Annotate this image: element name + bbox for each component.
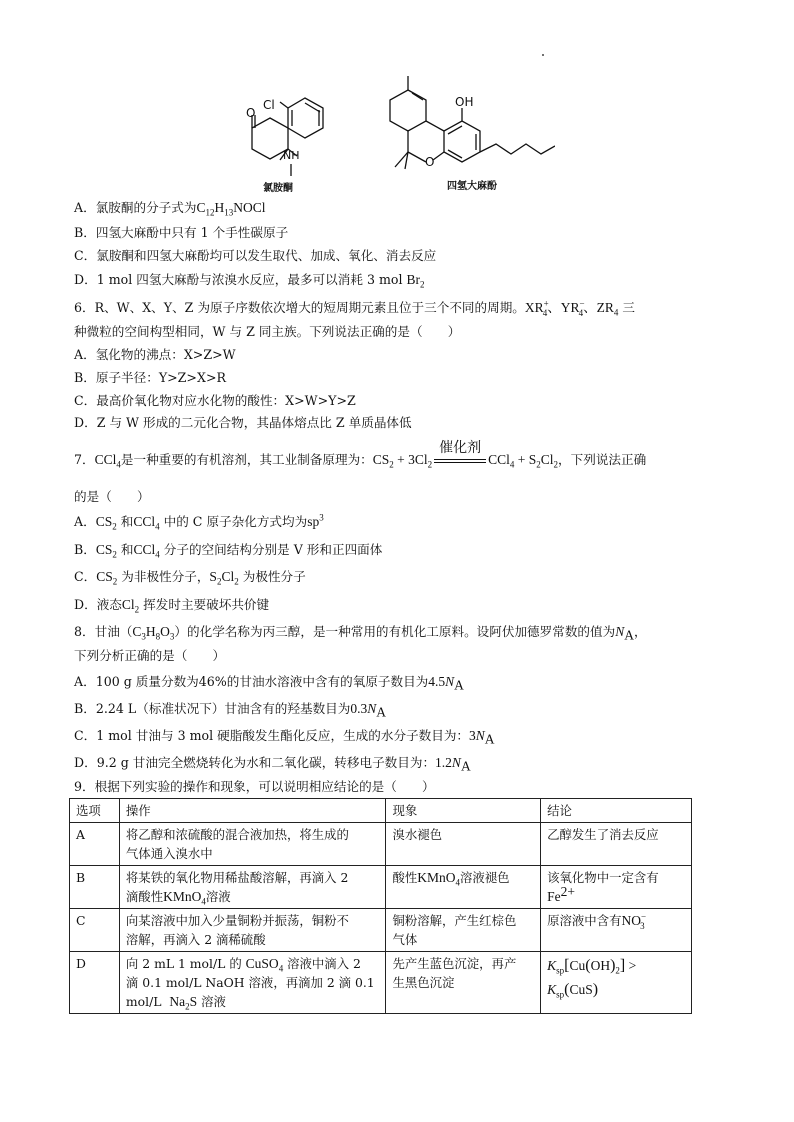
ketamine-cl-label: Cl	[263, 98, 275, 112]
q6-option-b: B．原子半径：Y>Z>X>R	[74, 370, 226, 385]
q9-stem: 9．根据下列实验的操作和现象，可以说明相应结论的是（ ）	[74, 779, 435, 794]
table-row-b: B 将某铁的氧化物用稀盐酸溶解，再滴入 2 滴酸性KMnO$_4$溶液 酸性KMnO$_4$溶液褪色 该氧化物中一定含有 $Fe^{2+}$	[70, 866, 692, 909]
q7-option-c: C．$CS_2$ 为非极性分子，$S_2Cl_2$ 为极性分子	[74, 569, 306, 587]
q7-option-b: B．$CS_2$ 和CCl$_4$ 分子的空间结构分别是 V 形和正四面体	[74, 542, 383, 560]
q6-option-a: A．氢化物的沸点：X>Z>W	[74, 347, 236, 362]
table-row-a: A 将乙醇和浓硫酸的混合液加热，将生成的 气体通入溴水中 溴水褪色 乙醇发生了消去反应	[70, 823, 692, 866]
q8-stem: 8．甘油$(C_3H_8O_3)$的化学名称为丙三醇，是一种常用的有机化工原料。设阿伏加德罗常数的值为$N_A$，	[74, 624, 647, 643]
ksp-conclusion: $K_{sp}[Cu(OH)_2]$ > $K_{sp}(CuS)$	[541, 952, 692, 1014]
thc-o-label: O	[425, 155, 435, 169]
q8-option-c: C．1 mol 甘油与 3 mol 硬脂酸发生酯化反应，生成的水分子数目为：$3N_A$	[74, 728, 495, 747]
molecule-drawings	[225, 72, 555, 194]
thc-structure	[390, 76, 555, 169]
header-phenomenon: 现象	[386, 799, 541, 823]
q8-option-d: D．9.2 g 甘油完全燃烧转化为水和二氧化碳，转移电子数目为：$1.2N_A$	[74, 755, 471, 774]
q8-option-a: A．100 g 质量分数为46%的甘油水溶液中含有的氧原子数目为$4.5N_A$	[74, 674, 464, 693]
q7-stem-cont: 的是（ ）	[74, 489, 150, 504]
header-operation: 操作	[119, 799, 386, 823]
stray-dot	[542, 54, 544, 56]
q8-stem-cont: 下列分析正确的是（ ）	[74, 648, 226, 663]
thc-caption: 四氢大麻酚	[447, 181, 497, 192]
q5-option-d: D．1 mol 四氢大麻酚与浓溴水反应，最多可以消耗 3 mol $Br_2$	[74, 272, 425, 290]
q5-option-a: A．氯胺酮的分子式为$C_{12}H_{13}NOCl$	[74, 200, 266, 218]
ketamine-nh-label: NH	[283, 149, 300, 162]
table-header-row	[70, 799, 692, 823]
table-row-c: C 向某溶液中加入少量铜粉并振荡，铜粉不 溶解，再滴入 2 滴稀硫酸 铜粉溶解，产生红棕色 气体 原溶液中含有$NO^-_3$	[70, 909, 692, 952]
q6-stem: 6．R、W、X、Y、Z 为原子序数依次增大的短周期元素且位于三个不同的周期。$XR^+_4$、$YR^-_4$、$ZR_4$ 三	[74, 298, 635, 318]
experiment-table	[69, 798, 692, 1014]
header-conclusion: 结论	[541, 799, 692, 823]
q6-stem-cont: 种微粒的空间构型相同，W 与 Z 同主族。下列说法正确的是（ ）	[74, 324, 461, 339]
q7-option-a: A．$CS_2$ 和CCl$_4$ 中的 C 原子杂化方式均为$sp^3$	[74, 512, 324, 532]
q8-option-b: B．2.24 L（标准状况下）甘油含有的羟基数目为$0.3N_A$	[74, 701, 386, 720]
q6-option-d: D．Z 与 W 形成的二元化合物，其晶体熔点比 Z 单质晶体低	[74, 415, 412, 430]
thc-oh-label: OH	[455, 95, 474, 109]
q6-option-c: C．最高价氧化物对应水化物的酸性：X>W>Y>Z	[74, 393, 356, 408]
q5-option-b: B．四氢大麻酚中只有 1 个手性碳原子	[74, 225, 289, 240]
structure-figures	[225, 72, 555, 194]
ketamine-caption: 氯胺酮	[263, 183, 293, 194]
q7-stem: 7．CCl$_4$是一种重要的有机溶剂，其工业制备原理为：$CS_2 + 3Cl_2$ 催化剂 $CCl_4 + S_2Cl_2$，下列说法正确	[74, 439, 647, 470]
reaction-arrow: 催化剂	[434, 454, 486, 468]
q7-option-d: D．液态$Cl_2$ 挥发时主要破坏共价键	[74, 597, 270, 615]
ketamine-o-label: O	[246, 106, 256, 120]
table-row-d: D 向 2 mL 1 mol/L 的 CuSO$_4$ 溶液中滴入 2 滴 0.1 mol/L NaOH 溶液，再滴加 2 滴 0.1 mol/L $Na_2S$ 溶液 先产生蓝色沉淀，再产 生黑色沉淀 $K_{sp}[Cu(OH)_2]$ > $K_{sp}(CuS)$	[70, 952, 692, 1014]
header-option: 选项	[70, 799, 120, 823]
q5-option-c: C．氯胺酮和四氢大麻酚均可以发生取代、加成、氧化、消去反应	[74, 248, 437, 263]
